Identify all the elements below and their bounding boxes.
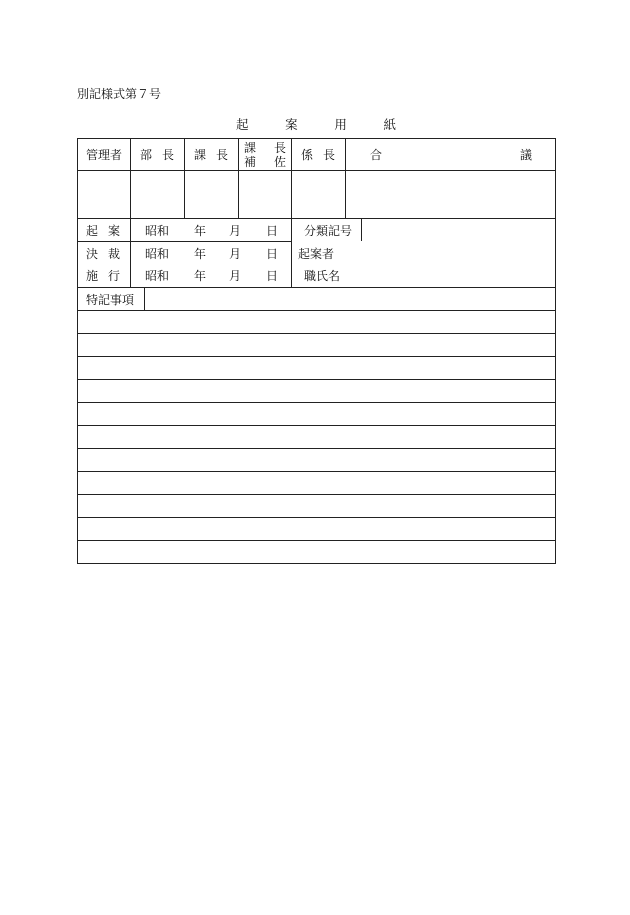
column-divider [291,218,292,287]
notes-line [78,356,555,357]
column-divider [291,139,292,218]
day-text: 日 [266,269,279,283]
deputy-section-chief-label-line1: 課 長 [244,141,286,155]
notes-line [78,448,555,449]
deputy-section-chief-label-line2: 補 佐 [244,155,286,169]
month-text: 月 [229,269,242,283]
notes-line [78,494,555,495]
column-divider [130,218,131,287]
form-number: 別記様式第７号 [77,87,162,101]
draft-date-label: 起 案 [86,224,120,238]
notes-line [78,402,555,403]
consultation-label: 合 議 [370,148,532,162]
title-char: 用 [334,117,347,132]
form-title [236,115,396,133]
draft-form-table [77,138,556,564]
section-chief-label: 課 長 [194,148,228,162]
column-divider [130,139,131,218]
month-text: 月 [229,224,242,238]
notes-line [78,333,555,334]
era-text: 昭和 [145,247,170,261]
notes-line [78,540,555,541]
manager-label: 管理者 [86,148,123,162]
row-divider [78,170,555,171]
row-divider [78,241,291,242]
enforcement-date-label: 施 行 [86,269,120,283]
era-text: 昭和 [145,269,170,283]
year-text: 年 [194,224,207,238]
subsection-chief-label: 係 長 [301,148,335,162]
notes-line [78,471,555,472]
column-divider [361,218,362,241]
decision-date-label: 決 裁 [86,247,120,261]
year-text: 年 [194,269,207,283]
department-chief-label: 部 長 [140,148,174,162]
year-text: 年 [194,247,207,261]
row-divider [78,287,555,288]
day-text: 日 [266,247,279,261]
notes-line [78,425,555,426]
row-divider [78,310,555,311]
title-char: 案 [285,117,298,132]
title-char: 紙 [383,117,396,132]
era-text: 昭和 [145,224,170,238]
title-char: 起 [236,117,249,132]
notes-line [78,379,555,380]
column-divider [144,287,145,310]
row-divider [78,218,555,219]
month-text: 月 [229,247,242,261]
column-divider [238,139,239,218]
notes-line [78,517,555,518]
classification-code-label: 分類記号 [304,224,353,238]
day-text: 日 [266,224,279,238]
special-notes-label: 特記事項 [86,293,135,307]
column-divider [345,139,346,218]
drafter-title-label: 職氏名 [304,269,341,283]
column-divider [184,139,185,218]
drafter-label: 起案者 [298,247,335,261]
